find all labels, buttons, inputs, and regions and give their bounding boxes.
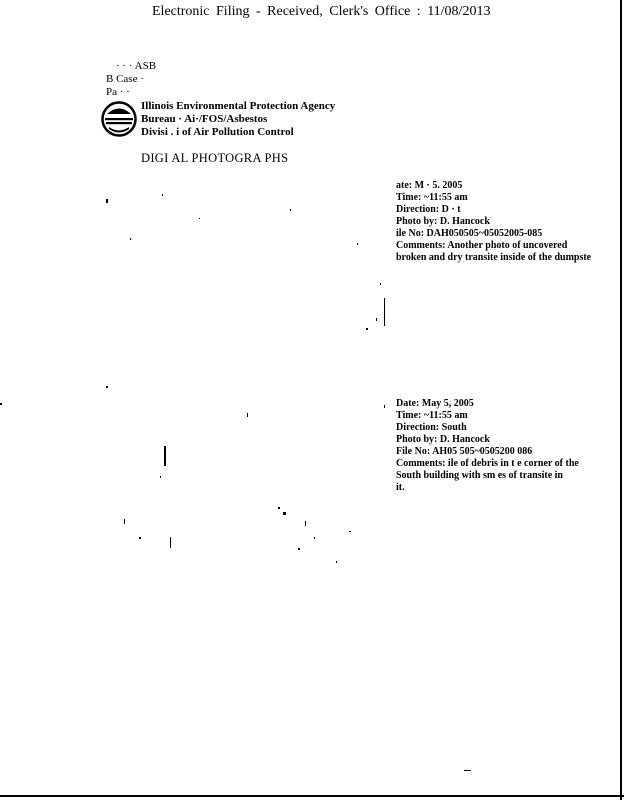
page-edge-bottom [0, 795, 624, 797]
bottom-mark [464, 770, 471, 771]
photo-1-comments-cont: broken and dry transite inside of the dumpste [396, 252, 592, 263]
photo-2-comments-cont: South building with sm es of transite in [396, 470, 563, 481]
photo-2-date: Date: May 5, 2005 [396, 398, 474, 409]
photo-2-comments-end: it. [396, 482, 405, 493]
agency-bureau: Bureau · Ai·/FOS/Asbestos [141, 113, 268, 125]
photo-2-time: Time: ~11:55 am [396, 410, 468, 421]
header-line-3: Pa · · [106, 86, 130, 98]
photo-1-photographer: Photo by: D. Hancock [396, 216, 490, 227]
filing-stamp: Electronic Filing - Received, Clerk's Office : 11/08/2013 [152, 4, 491, 19]
section-title: DIGI AL PHOTOGRA PHS [141, 151, 289, 165]
header-line-1: · · · ASB [116, 60, 157, 72]
page-edge-right [620, 0, 622, 800]
photo-1-time: Time: ~11:55 am [396, 192, 468, 203]
photo-2-photographer: Photo by: D. Hancock [396, 434, 490, 445]
photo-2-metadata [396, 398, 579, 494]
agency-name: Illinois Environmental Protection Agency [141, 100, 336, 112]
photo-1-direction: Direction: D · t [396, 204, 461, 215]
photo-1-date: ate: M · 5. 2005 [396, 180, 463, 191]
photo-2-file-number: File No: AH05 505~0505200 086 [396, 446, 533, 457]
photo-1-file-number: ile No: DAH050505~05052005-085 [396, 228, 543, 239]
photo-1-metadata [396, 180, 591, 264]
photo-2-comments: Comments: ile of debris in t e corner of the [396, 458, 579, 469]
photo-1-comments: Comments: Another photo of uncovered [396, 240, 568, 251]
illinois-epa-seal-icon [101, 101, 137, 137]
photo-2-direction: Direction: South [396, 422, 467, 433]
agency-division: Divisi . i of Air Pollution Control [141, 126, 294, 138]
header-line-2: B Case · [106, 73, 144, 85]
